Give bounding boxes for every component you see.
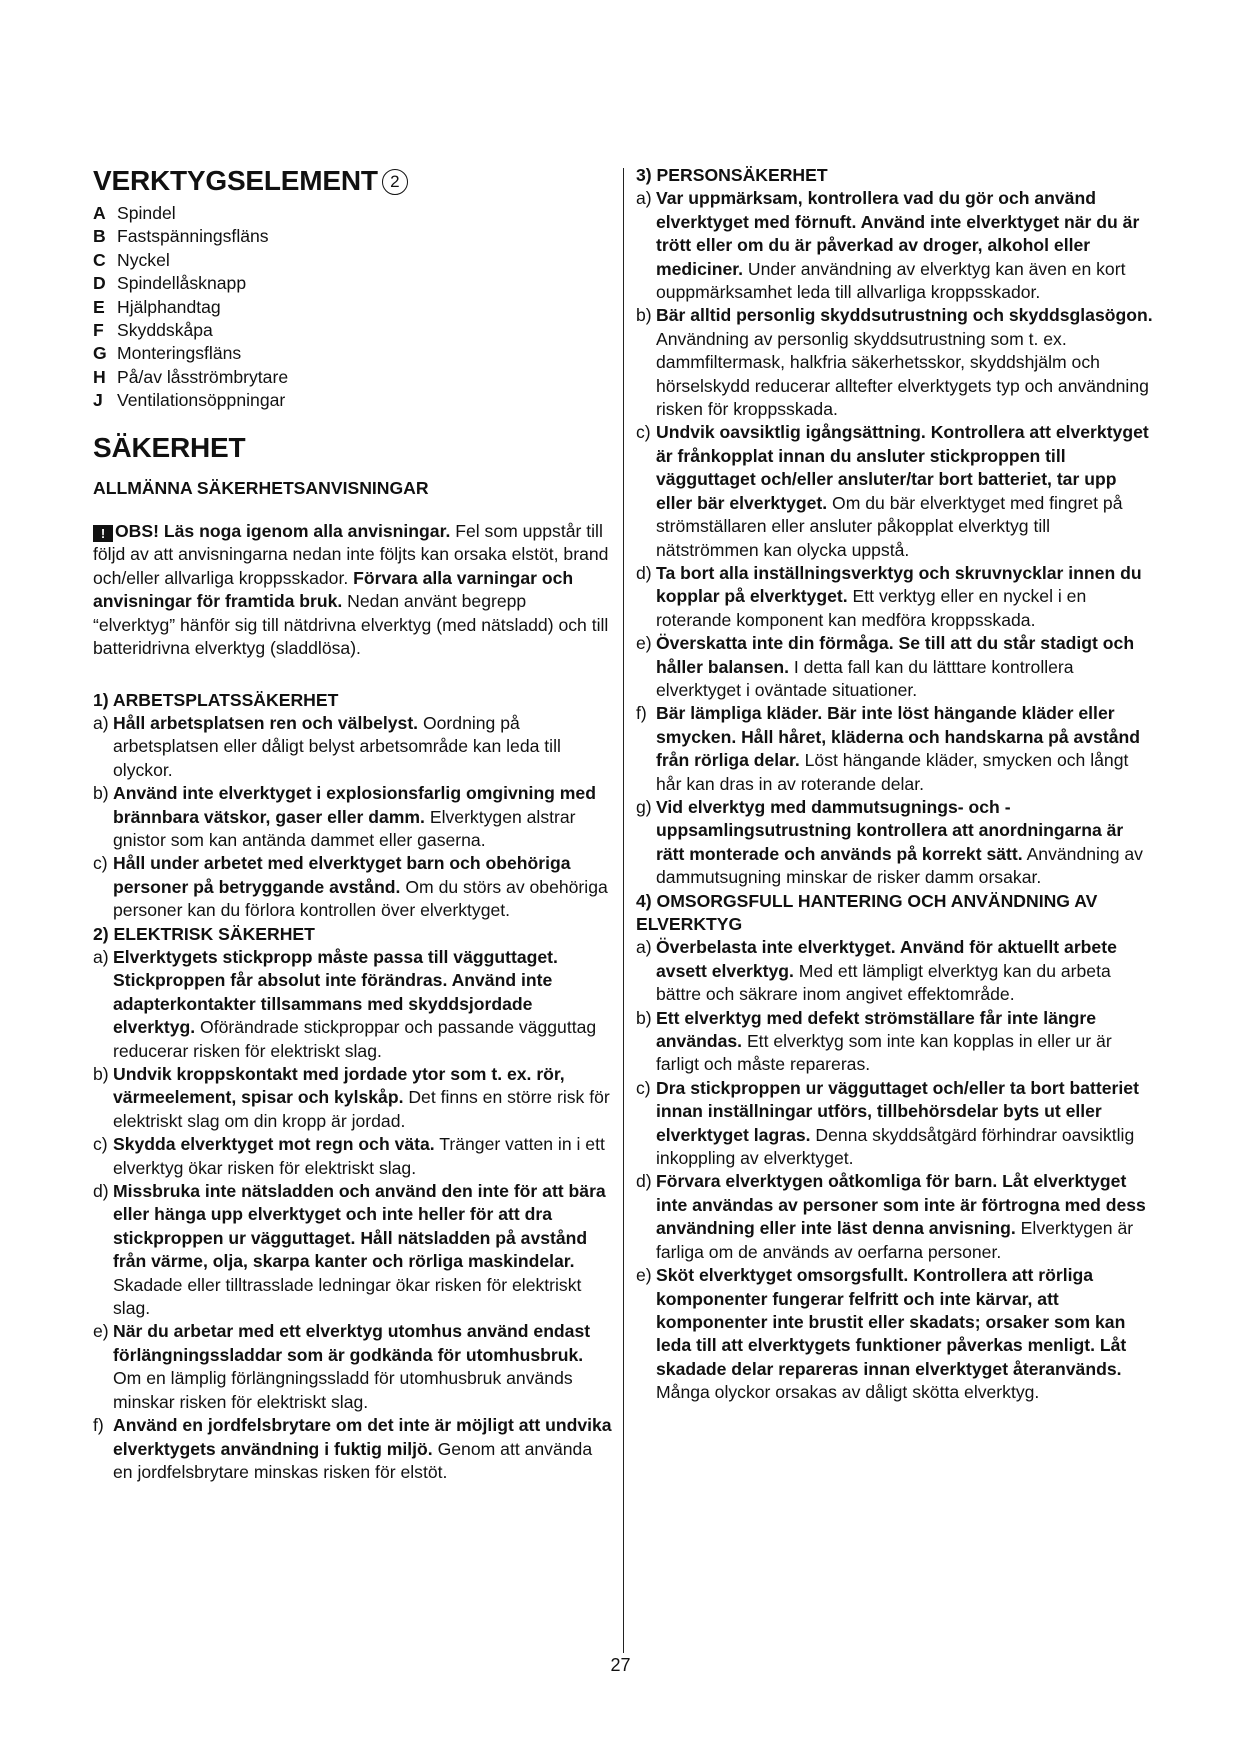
- item-bold-text: Bär alltid personlig skyddsutrustning och skyddsglasögon.: [656, 305, 1153, 326]
- component-letter: B: [93, 226, 106, 247]
- component-label: Monteringsfläns: [117, 343, 242, 364]
- item-text: Det finns en större risk för elektriskt slag om din kropp är jordad.: [113, 1087, 610, 1131]
- item-text: Ett verktyg eller en nyckel i en roterande komponent kan medföra kroppsskada.: [656, 586, 1087, 630]
- item-text: I detta fall kan du lätttare kontrollera elverktyget i oväntade situationer.: [656, 656, 1074, 700]
- item-bold-text: Dra stickproppen ur vägguttaget och/eller ta bort batteriet innan inställningar utförs, tillbehörsdelar byts ut eller elverktyget lagras.: [656, 1077, 1139, 1145]
- item-bold-text: Använd inte elverktyget i explosionsfarlig omgivning med brännbara vätskor, gaser eller damm.: [113, 783, 596, 827]
- item-bold-text: Håll arbetsplatsen ren och välbelyst.: [113, 712, 419, 733]
- right-column: [636, 164, 1156, 1405]
- safety-item: [636, 562, 1156, 632]
- section-heading: 2) ELEKTRISK SÄKERHET: [93, 923, 315, 944]
- safety-item: [636, 796, 1156, 890]
- item-text: Skadade eller tilltrasslade ledningar ökar risken för elektriskt slag.: [113, 1274, 582, 1319]
- component-label: På/av låsströmbrytare: [117, 366, 289, 387]
- component-letter: F: [93, 320, 104, 341]
- safety-title: SÄKERHET: [93, 431, 246, 463]
- item-marker: a): [636, 937, 652, 958]
- component-letter: G: [93, 343, 107, 364]
- item-text: Om du bär elverktyget med fingret på strömställaren eller ansluter påkopplat elverktyg till nätströmmen kan olycka uppstå.: [656, 492, 1123, 560]
- item-bold-text: Missbruka inte nätsladden och använd den inte för att bära eller hänga upp elverktyget och inte heller för att dra stickproppen ur vägguttaget. Håll nätsladden på avstånd från värme, olja, skarpa kanter och rörliga maskindelar.: [113, 1181, 606, 1272]
- item-bold-text: Överbelasta inte elverktyget. Använd för aktuellt arbete avsett elverktyg.: [656, 937, 1117, 981]
- item-text: Ett elverktyg som inte kan kopplas in eller ur är farligt och måste repareras.: [656, 1031, 1112, 1075]
- safety-item: [93, 1063, 613, 1133]
- item-marker: f): [636, 703, 647, 724]
- item-marker: a): [636, 188, 652, 209]
- component-item: [93, 225, 613, 248]
- component-letter: H: [93, 366, 106, 387]
- item-bold-text: Sköt elverktyget omsorgsfullt. Kontrollera att rörliga komponenter fungerar felfritt och inte kärvar, att komponenter inte brustit eller skadats; orsaker som kan leda till att elverktygets funktioner påverkas menligt. Låt skadade delar repareras innan elverktyget återanvänds.: [656, 1265, 1127, 1379]
- item-bold-text: Ett elverktyg med defekt strömställare får inte längre användas.: [656, 1007, 1096, 1052]
- item-marker: e): [93, 1321, 109, 1342]
- item-bold-text: Förvara elverktygen oåtkomliga för barn. Låt elverktyget inte användas av personer som inte är förtrogna med dess användning eller inte läst denna anvisning.: [656, 1171, 1146, 1239]
- item-marker: a): [93, 946, 109, 967]
- item-text: Elverktygen är farliga om de används av oerfarna personer.: [656, 1218, 1134, 1262]
- item-bold-text: Håll under arbetet med elverktyget barn och obehöriga personer på betryggande avstånd.: [113, 853, 571, 897]
- item-text: Elverktygen alstrar gnistor som kan antända dammet eller gaserna.: [113, 806, 576, 850]
- item-text: Löst hängande kläder, smycken och långt hår kan dras in av roterande delar.: [656, 750, 1129, 794]
- component-letter: J: [93, 390, 103, 411]
- item-text: Oförändrade stickproppar och passande vägguttag reducerar risken för elektriskt slag.: [113, 1017, 597, 1061]
- item-text: Under användning av elverktyg kan även en kort ouppmärksamhet leda till allvarliga kroppsskador.: [656, 258, 1126, 303]
- page-number: 27: [610, 1655, 631, 1675]
- item-text: Tränger vatten in i ett elverktyg ökar risken för elektriskt slag.: [113, 1134, 605, 1178]
- component-item: [93, 272, 613, 295]
- safety-item: [93, 1180, 613, 1320]
- intro-bold-2: Förvara alla varningar och anvisningar för framtida bruk.: [93, 567, 574, 612]
- components-title: VERKTYGSELEMENT: [93, 165, 378, 196]
- component-letter: A: [93, 203, 106, 223]
- item-bold-text: Undvik kroppskontakt med jordade ytor som t. ex. rör, värmeelement, spisar och kylskåp.: [113, 1064, 565, 1108]
- item-marker: f): [93, 1415, 104, 1436]
- component-label: Hjälphandtag: [117, 296, 221, 317]
- item-text: Om en lämplig förlängningssladd för utomhusbruk används minskar risken för elektriskt slag.: [113, 1368, 573, 1412]
- item-text: Om du störs av obehöriga personer kan du förlora kontrollen över elverktyget.: [113, 876, 608, 921]
- safety-item: [93, 782, 613, 852]
- item-marker: c): [636, 422, 651, 443]
- section-heading: 4) OMSORGSFULL HANTERING OCH ANVÄNDNING AV ELVERKTYG: [636, 890, 1098, 934]
- component-letter: D: [93, 273, 106, 294]
- item-marker: d): [93, 1181, 109, 1202]
- item-marker: c): [93, 1134, 108, 1155]
- component-item: [93, 249, 613, 272]
- item-marker: c): [93, 853, 108, 874]
- item-text: Användning av dammutsugning minskar de risker damm orsakar.: [656, 843, 1143, 888]
- item-marker: d): [636, 562, 652, 583]
- intro-text-1: Fel som uppstår till följd av att anvisningarna nedan inte följts kan orsaka elstöt, brand och/eller allvarliga kroppsskador.: [93, 521, 609, 588]
- safety-section: [636, 890, 1156, 1405]
- item-marker: e): [636, 633, 652, 654]
- item-bold-text: Elverktygets stickpropp måste passa till vägguttaget. Stickproppen får absolut inte förändras. Använd inte adapterkontakter tillsammans med skyddsjordade elverktyg.: [113, 946, 558, 1038]
- item-bold-text: Skydda elverktyget mot regn och väta.: [113, 1134, 435, 1155]
- component-list: [93, 202, 613, 413]
- safety-item: [636, 421, 1156, 561]
- component-item: [93, 202, 613, 225]
- component-label: Ventilationsöppningar: [117, 390, 286, 411]
- warning-icon: !: [93, 525, 113, 542]
- figure-ref-badge: 2: [382, 169, 408, 195]
- item-marker: e): [636, 1265, 652, 1286]
- item-marker: d): [636, 1171, 652, 1192]
- item-marker: g): [636, 796, 652, 817]
- intro-bold-1: OBS! Läs noga igenom alla anvisningar.: [115, 521, 451, 542]
- safety-item: [93, 852, 613, 922]
- item-text: Med ett lämpligt elverktyg kan du arbeta bättre och säkrare inom angivet effektområde.: [656, 960, 1111, 1005]
- safety-item: [93, 1133, 613, 1180]
- safety-item: [93, 946, 613, 1063]
- component-item: [93, 342, 613, 365]
- safety-item: [636, 936, 1156, 1006]
- safety-section: [636, 164, 1156, 890]
- component-item: [93, 319, 613, 342]
- section-heading: 3) PERSONSÄKERHET: [636, 165, 828, 185]
- item-marker: a): [93, 712, 109, 733]
- safety-item: [93, 1414, 613, 1484]
- item-marker: b): [93, 1064, 109, 1084]
- item-bold-text: Ta bort alla inställningsverktyg och skruvnycklar innen du kopplar på elverktyget.: [656, 562, 1142, 607]
- safety-item: [636, 1170, 1156, 1264]
- item-bold-text: Var uppmärksam, kontrollera vad du gör och använd elverktyget med förnuft. Använd inte elverktyget när du är trött eller om du är påverkad av droger, alkohol eller mediciner.: [656, 188, 1140, 279]
- component-label: Fastspänningsfläns: [117, 226, 269, 247]
- safety-item: [636, 304, 1156, 421]
- left-column: [93, 164, 613, 1484]
- section-heading: 1) ARBETSPLATSSÄKERHET: [93, 689, 339, 710]
- intro-text-2: Nedan använt begrepp “elverktyg” hänför sig till nätdrivna elverktyg (med nätsladd) och till batteridrivna elverktyg (sladdlösa).: [93, 591, 609, 659]
- safety-section: [93, 923, 613, 1485]
- right-sections: [636, 164, 1156, 1405]
- item-marker: b): [636, 305, 652, 326]
- safety-item: [636, 632, 1156, 702]
- item-bold-text: Bär lämpliga kläder. Bär inte löst hängande kläder eller smycken. Håll håret, kläderna och handskarna på avstånd från rörliga delar.: [656, 703, 1141, 771]
- safety-item: [93, 712, 613, 782]
- safety-item: [636, 1007, 1156, 1077]
- item-text: Användning av personlig skyddsutrustning som t. ex. dammfiltermask, halkfria säkerhetsskor, skyddshjälm och hörselskydd reducerar alltefter elverktygets typ och användning risken för kroppsskada.: [656, 328, 1149, 420]
- safety-item: [636, 702, 1156, 796]
- component-letter: C: [93, 249, 106, 270]
- safety-item: [636, 187, 1156, 304]
- item-text: Genom att använda en jordfelsbrytare minskas risken för elstöt.: [113, 1438, 593, 1482]
- item-bold-text: Överskatta inte din förmåga. Se till att du står stadigt och håller balansen.: [656, 633, 1135, 677]
- item-text: Oordning på arbetsplatsen eller dåligt belyst arbetsområde kan leda till olyckor.: [113, 712, 561, 780]
- item-marker: b): [636, 1007, 652, 1028]
- safety-item: [636, 1264, 1156, 1404]
- components-heading: [93, 164, 613, 198]
- item-marker: b): [93, 783, 109, 804]
- item-text: Många olyckor orsakas av dåligt skötta elverktyg.: [656, 1382, 1040, 1403]
- component-item: [93, 366, 613, 389]
- item-bold-text: Använd en jordfelsbrytare om det inte är möjligt att undvika elverktygets användning i fuktig miljö.: [113, 1415, 612, 1459]
- component-item: [93, 389, 613, 412]
- safety-intro: [93, 520, 613, 660]
- item-bold-text: Vid elverktyg med dammutsugnings- och -uppsamlingsutrustning kontrollera att anordningarna är rätt monterade och används på korrekt sätt.: [656, 796, 1124, 864]
- column-divider: [623, 168, 624, 1653]
- left-sections: [93, 689, 613, 1485]
- component-letter: E: [93, 296, 105, 317]
- component-label: Nyckel: [117, 249, 170, 270]
- safety-section: [93, 689, 613, 923]
- component-label: Spindel: [117, 203, 176, 223]
- component-label: Spindellåsknapp: [117, 273, 247, 294]
- safety-item: [93, 1320, 613, 1414]
- item-bold-text: När du arbetar med ett elverktyg utomhus använd endast förlängningssladdar som är godkända för utomhusbruk.: [113, 1321, 591, 1365]
- safety-item: [636, 1077, 1156, 1171]
- component-label: Skyddskåpa: [117, 320, 213, 341]
- component-item: [93, 296, 613, 319]
- item-text: Denna skyddsåtgärd förhindrar oavsiktlig inkoppling av elverktyget.: [656, 1124, 1135, 1169]
- safety-subtitle: ALLMÄNNA SÄKERHETSANVISNINGAR: [93, 477, 429, 498]
- item-marker: c): [636, 1077, 651, 1098]
- item-bold-text: Undvik oavsiktlig igångsättning. Kontrollera att elverktyget är frånkopplat innan du ansluter stickproppen till vägguttaget och/eller ansluter/tar bort batteriet, tar upp eller bär elverktyget.: [656, 422, 1149, 513]
